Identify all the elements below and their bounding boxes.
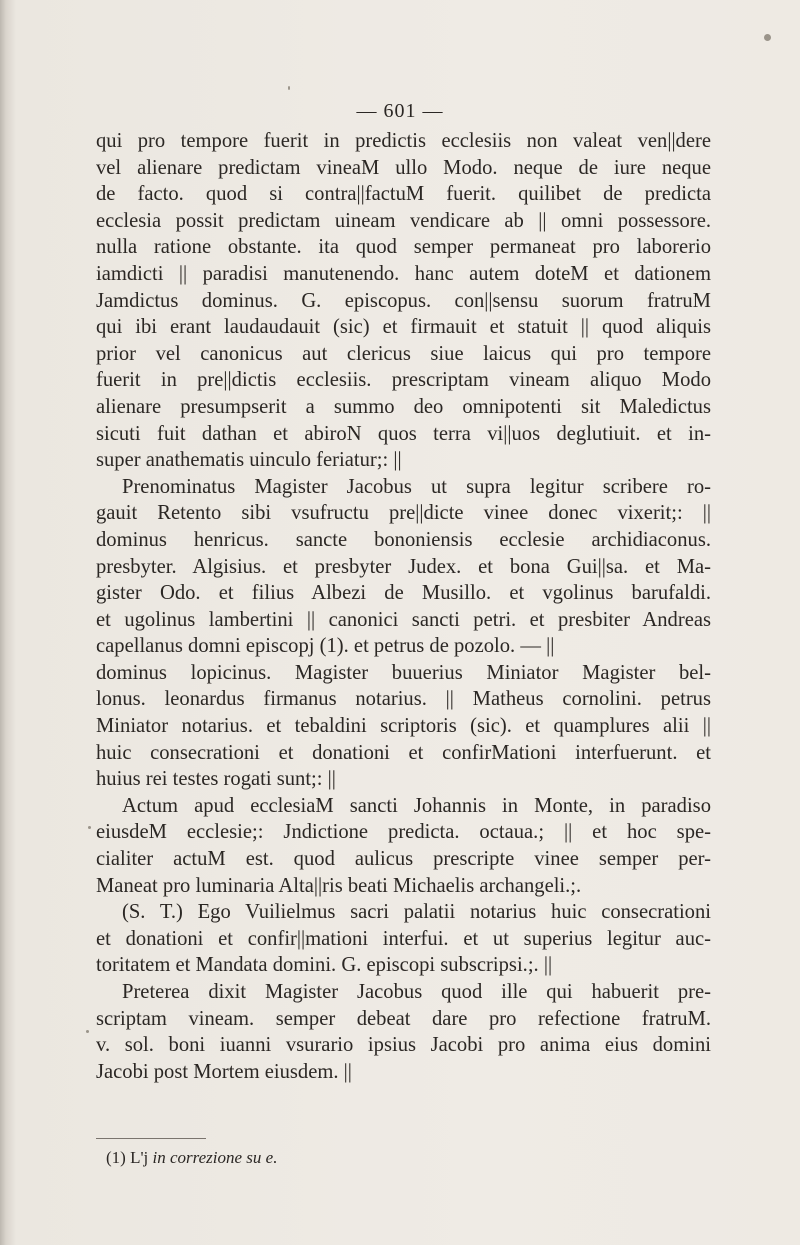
text-line: eiusdeM ecclesie;: Jndictione predicta. octaua.; || et hoc spe- bbox=[96, 821, 711, 844]
text-line: iamdicti || paradisi manutenendo. hanc autem doteM et dationem bbox=[96, 262, 711, 285]
text-line: de facto. quod si contra||factuM fuerit. quilibet de predicta bbox=[96, 183, 711, 206]
text-line: et donationi et confir||mationi interfui. et ut superius legitur auc- bbox=[96, 927, 711, 950]
text-line: huic consecrationi et donationi et confirMationi interfuerunt. et bbox=[96, 741, 711, 764]
footnote-text: in correzione su e. bbox=[152, 1148, 278, 1167]
footnote-rule bbox=[96, 1138, 206, 1139]
text-line: et ugolinus lambertini || canonici sancti petri. et presbiter Andreas bbox=[96, 608, 711, 631]
text-line: Maneat pro luminaria Alta||ris beati Michaelis archangeli.;. bbox=[96, 874, 582, 897]
text-line: huius rei testes rogati sunt;: || bbox=[96, 768, 336, 791]
text-line: Miniator notarius. et tebaldini scriptoris (sic). et quamplures alii || bbox=[96, 715, 711, 738]
document-body bbox=[96, 128, 711, 1085]
text-line: ecclesia possit predictam uineam vendicare ab || omni possessore. bbox=[96, 209, 711, 232]
text-line: sicuti fuit dathan et abiroN quos terra vi||uos deglutiuit. et in- bbox=[96, 422, 711, 445]
footnote bbox=[106, 1148, 277, 1168]
text-line: Jamdictus dominus. G. episcopus. con||sensu suorum fratruM bbox=[96, 289, 711, 312]
text-line: dominus lopicinus. Magister buuerius Miniator Magister bel- bbox=[96, 661, 711, 684]
text-line: vel alienare predictam vineaM ullo Modo. neque de iure neque bbox=[96, 156, 711, 179]
text-line: alienare presumpserit a summo deo omnipotenti sit Maledictus bbox=[96, 395, 711, 418]
text-line: gister Odo. et filius Albezi de Musillo. et vgolinus barufaldi. bbox=[96, 582, 711, 605]
text-line: Prenominatus Magister Jacobus ut supra legitur scribere ro- bbox=[122, 475, 711, 498]
text-line: lonus. leonardus firmanus notarius. || Matheus cornolini. petrus bbox=[96, 688, 711, 711]
page-number: — 601 — bbox=[356, 100, 444, 122]
text-line: nulla ratione obstante. ita quod semper permaneat pro laborerio bbox=[96, 236, 711, 259]
text-line: dominus henricus. sancte bononiensis ecclesie archidiaconus. bbox=[96, 528, 711, 551]
text-line: fuerit in pre||dictis ecclesiis. prescriptam vineam aliquo Modo bbox=[96, 369, 711, 392]
text-line: gauit Retento sibi vsufructu pre||dicte vinee donec vixerit;: || bbox=[96, 502, 711, 525]
text-line: scriptam vineam. semper debeat dare pro refectione fratruM. bbox=[96, 1007, 711, 1030]
text-line: Actum apud ecclesiaM sancti Johannis in Monte, in paradiso bbox=[122, 794, 711, 817]
text-line: qui ibi erant laudaudauit (sic) et firmauit et statuit || quod aliquis bbox=[96, 316, 711, 339]
paper-speck bbox=[88, 826, 91, 829]
text-line: qui pro tempore fuerit in predictis ecclesiis non valeat ven||dere bbox=[96, 130, 711, 152]
text-line: (S. T.) Ego Vuilielmus sacri palatii notarius huic consecrationi bbox=[122, 901, 711, 924]
paper-speck bbox=[764, 34, 771, 41]
text-line: super anathematis uinculo feriatur;: || bbox=[96, 449, 402, 472]
text-line: Preterea dixit Magister Jacobus quod ille qui habuerit pre- bbox=[122, 981, 711, 1003]
footnote-mark: (1) L'j bbox=[106, 1148, 149, 1167]
text-line: v. sol. boni iuanni vsurario ipsius Jacobi pro anima eius domini bbox=[96, 1034, 711, 1057]
text-line: toritatem et Mandata domini. G. episcopi subscripsi.;. || bbox=[96, 954, 553, 977]
text-line: presbyter. Algisius. et presbyter Judex. et bona Gui||sa. et Ma- bbox=[96, 555, 711, 578]
text-line: capellanus domni episcopj (1). et petrus de pozolo. — || bbox=[96, 635, 555, 658]
paper-speck bbox=[288, 86, 290, 90]
text-line: Jacobi post Mortem eiusdem. || bbox=[96, 1060, 352, 1083]
paper-speck bbox=[86, 1030, 89, 1033]
text-line: cialiter actuM est. quod aulicus prescripte vinee semper per- bbox=[96, 848, 711, 871]
text-line: prior vel canonicus aut clericus siue laicus qui pro tempore bbox=[96, 342, 711, 365]
